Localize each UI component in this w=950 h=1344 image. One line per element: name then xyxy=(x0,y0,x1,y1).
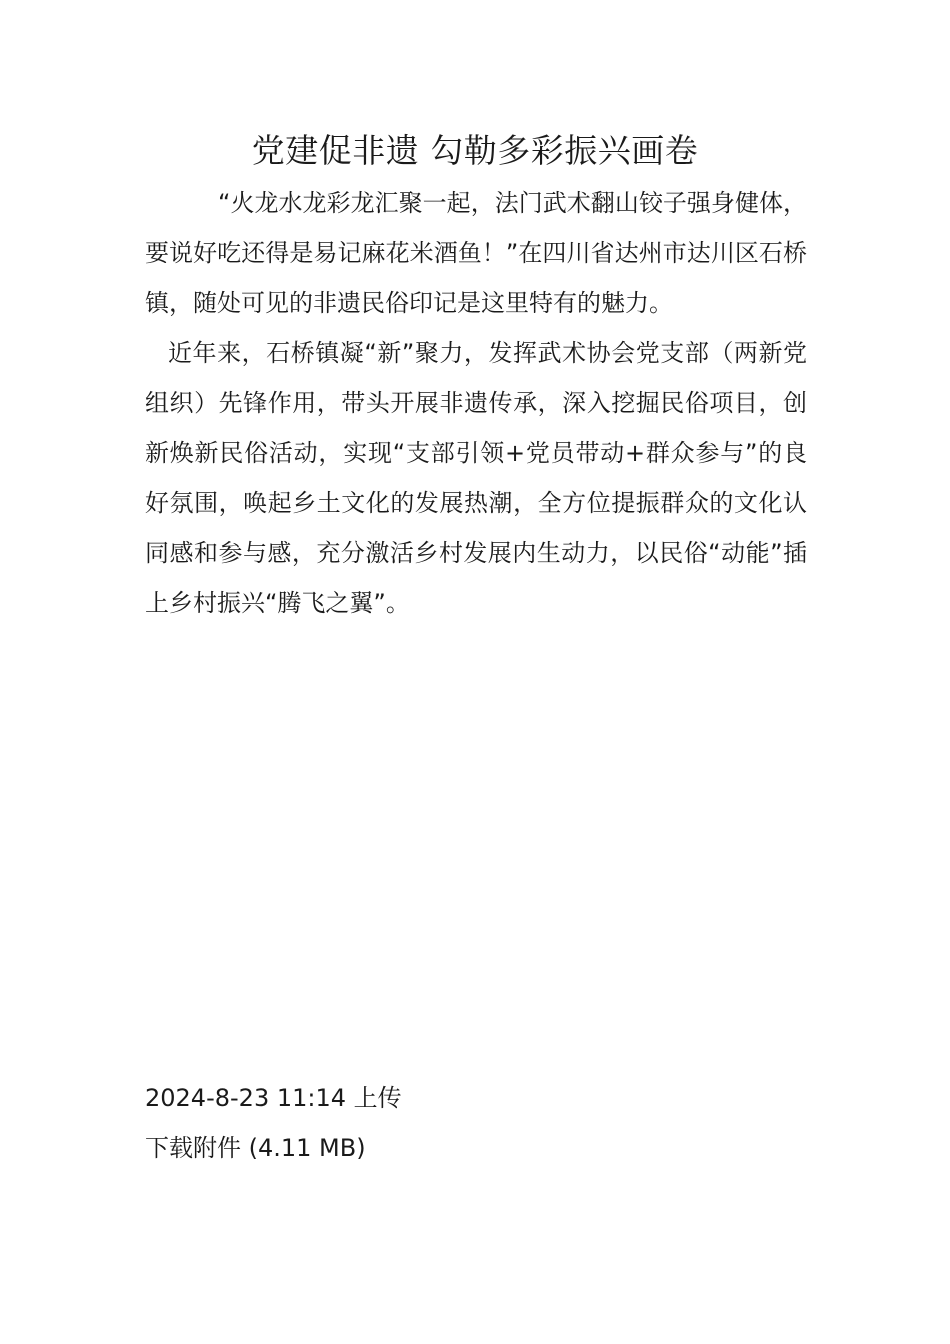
download-attachment-row xyxy=(145,1123,807,1173)
attachment-meta xyxy=(145,1073,807,1173)
upload-timestamp: 2024-8-23 11:14 上传 xyxy=(145,1084,402,1112)
article-body xyxy=(145,178,807,628)
paragraph-2: 近年来，石桥镇凝“新”聚力，发挥武术协会党支部（两新党组织）先锋作用，带头开展非遗传承，深入挖掘民俗项目，创新焕新民俗活动，实现“支部引领+党员带动+群众参与”的良好氛围，唤起乡土文化的发展热潮，全方位提振群众的文化认同感和参与感，充分激活乡村发展内生动力，以民俗“动能”插上乡村振兴“腾飞之翼”。 xyxy=(145,339,807,617)
paragraph-1: “火龙水龙彩龙汇聚一起，法门武术翻山铰子强身健体，要说好吃还得是易记麻花米酒鱼！”在四川省达州市达川区石桥镇，随处可见的非遗民俗印记是这里特有的魅力。 xyxy=(145,189,807,317)
article-title: 党建促非遗 勾勒多彩振兴画卷 xyxy=(251,131,699,170)
download-attachment-link[interactable]: 下载附件 (4.11 MB) xyxy=(145,1134,366,1162)
